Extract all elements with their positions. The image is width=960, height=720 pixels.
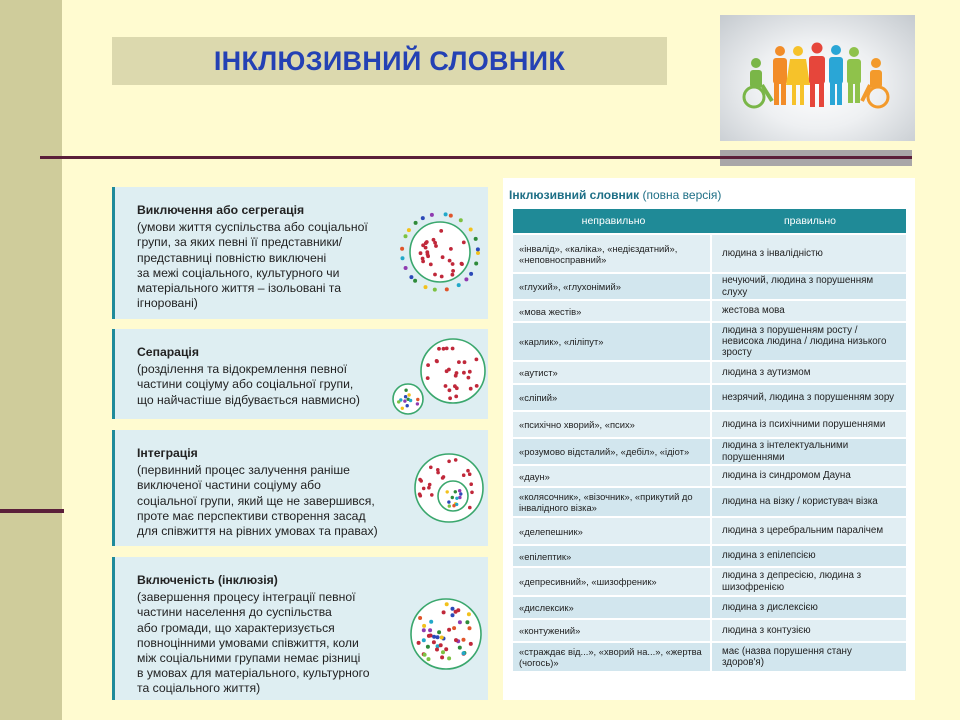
person-dot: [462, 371, 466, 375]
cell-right: жестова мова: [722, 305, 785, 317]
person-dot: [434, 244, 438, 248]
concept-term: Сепарація: [137, 345, 199, 359]
person-dot: [470, 491, 474, 495]
cell-wrong: «депресивний», «шизофреник»: [513, 568, 712, 595]
person-dot: [409, 275, 413, 279]
person-dot: [428, 483, 432, 487]
person-dot: [447, 656, 451, 660]
person-dot: [416, 402, 419, 405]
concept-card-integration: [112, 430, 488, 546]
left-accent-line: [0, 509, 64, 513]
cell-wrong: «розумово відсталий», «дебіл», «ідіот»: [513, 439, 712, 464]
person-dot: [465, 620, 469, 624]
person-dot: [462, 473, 466, 477]
person-dot: [436, 471, 440, 475]
vocabulary-table: [503, 178, 915, 700]
person-dot: [455, 371, 459, 375]
table-header: [513, 209, 906, 233]
group-circle: [411, 599, 481, 669]
person-dot: [448, 396, 452, 400]
cell-wrong: «аутист»: [513, 362, 712, 383]
person-dot: [397, 400, 400, 403]
concept-line: в умовах для матеріального, культурного: [137, 666, 370, 681]
cell-wrong: «епілептик»: [513, 546, 712, 566]
concept-line: та соціального життя): [137, 681, 261, 696]
person-dot: [427, 657, 431, 661]
person-dot: [476, 251, 480, 255]
person-dot: [476, 247, 480, 251]
person-dot: [451, 273, 455, 277]
person-dot: [468, 472, 472, 476]
person-dot: [437, 630, 441, 634]
cell-wrong: «інвалід», «каліка», «недієздатний», «неповносправний»: [513, 235, 712, 272]
concept-card-separation: [112, 329, 488, 419]
table-row: [513, 274, 906, 301]
segregation-dots-diagram: [397, 209, 483, 295]
person-dot: [440, 636, 444, 640]
person-dot: [425, 240, 429, 244]
person-dot: [474, 262, 478, 266]
person-dot: [422, 638, 426, 642]
concept-line: що найчастіше відбувається навмисно): [137, 392, 360, 407]
person-dot: [429, 620, 433, 624]
separation-dots-diagram: [391, 333, 487, 417]
person-dot: [435, 648, 439, 652]
person-dot: [419, 251, 423, 255]
person-dot: [423, 653, 427, 657]
person-dot: [416, 398, 419, 401]
concept-line: частини соціуму або соціальної групи,: [137, 377, 354, 392]
person-dot: [406, 404, 409, 407]
person-dot: [437, 347, 441, 351]
person-dot: [432, 238, 436, 242]
person-dot: [445, 602, 449, 606]
cell-right: людина з інтелектуальними порушеннями: [722, 440, 849, 463]
person-dot: [407, 228, 411, 232]
table-body: [513, 235, 906, 673]
person-dot: [424, 285, 428, 289]
cell-wrong: «мова жестів»: [513, 301, 712, 321]
person-dot: [418, 492, 422, 496]
person-dot: [404, 395, 407, 398]
person-dot: [404, 234, 408, 238]
person-dot: [446, 490, 449, 493]
person-dot: [409, 399, 412, 402]
person-dot: [459, 218, 463, 222]
person-dot: [413, 279, 417, 283]
cell-wrong: «колясочник», «візочник», «прикутий до інвалідного візка»: [513, 488, 712, 516]
cell-right: людина з депресією, людина з шизофренією: [722, 570, 862, 593]
person-dot: [474, 237, 478, 241]
cell-right: людина з інвалідністю: [722, 247, 823, 259]
person-dot: [442, 475, 446, 479]
concept-line: ігноровані): [137, 296, 198, 311]
cell-right: має (назва порушення стану здоров'я): [722, 645, 852, 668]
inclusion-dots-diagram: [409, 597, 483, 671]
concept-line: (розділення та відокремлення певної: [137, 362, 347, 377]
cell-right: людина із синдромом Дауна: [722, 470, 851, 482]
person-dot: [430, 493, 434, 497]
cell-wrong: «даун»: [513, 466, 712, 486]
table-row: [513, 439, 906, 466]
person-dot: [454, 610, 458, 614]
concept-line: за межі соціального, культурного чи: [137, 265, 340, 280]
cell-right: людина з дислексією: [722, 601, 818, 613]
person-dot: [455, 497, 458, 500]
person-dot: [439, 229, 443, 233]
person-dot: [447, 460, 451, 464]
person-dot: [439, 643, 443, 647]
person-dot: [457, 360, 461, 364]
cell-wrong: «контужений»: [513, 620, 712, 641]
person-dot: [458, 496, 461, 499]
person-dot: [418, 478, 422, 482]
person-dot: [451, 347, 455, 351]
person-dot: [469, 228, 473, 232]
concept-line: матеріального життя – ізольовані та: [137, 281, 342, 296]
col-header-right: правильно: [783, 215, 837, 227]
person-dot: [467, 376, 471, 380]
person-dot: [428, 628, 432, 632]
person-dot: [442, 610, 446, 614]
person-dot: [448, 504, 451, 507]
cell-wrong: «страждає від...», «хворий на...», «жертва (чогось)»: [513, 643, 712, 671]
person-dot: [426, 645, 430, 649]
person-dot: [426, 363, 430, 367]
person-dot: [427, 486, 431, 490]
person-dot: [458, 620, 462, 624]
concept-line: проте має перспективи створення засад: [137, 508, 366, 523]
page-title: ІНКЛЮЗИВНИЙ СЛОВНИК: [213, 45, 566, 76]
person-dot: [400, 247, 404, 251]
concept-line: групи, за яких певні її представники/: [137, 235, 343, 250]
person-dot: [426, 376, 430, 380]
concept-term: Інтеграція: [137, 446, 198, 460]
table-row: [513, 385, 906, 412]
person-dot: [401, 256, 405, 260]
table-row: [513, 301, 906, 323]
person-dot: [469, 272, 473, 276]
person-dot: [407, 393, 410, 396]
person-dot: [404, 266, 408, 270]
person-dot: [448, 259, 452, 263]
concept-line: (умови життя суспільства або соціальної: [137, 220, 368, 235]
cell-right: людина на візку / користувач візка: [722, 496, 878, 508]
person-dot: [442, 347, 446, 351]
table-title-rest: (повна версія): [639, 188, 722, 202]
cell-right: людина з аутизмом: [722, 366, 811, 378]
person-dot: [451, 269, 455, 273]
person-dot: [451, 607, 455, 611]
table-row: [513, 412, 906, 439]
person-dot: [418, 616, 422, 620]
table-row: [513, 620, 906, 643]
person-dot: [430, 213, 434, 217]
person-dot: [453, 384, 457, 388]
person-dot: [469, 387, 473, 391]
person-dot: [459, 492, 462, 495]
person-dot: [475, 384, 479, 388]
person-dot: [463, 360, 467, 364]
cell-right: людина з церебральним паралічем: [722, 525, 884, 537]
person-dot: [445, 287, 449, 291]
table-row: [513, 362, 906, 385]
person-dot: [457, 283, 461, 287]
person-dot: [440, 275, 444, 279]
people-icon: [720, 15, 915, 141]
table-title: [509, 188, 721, 202]
person-dot: [449, 214, 453, 218]
person-dot: [451, 613, 455, 617]
cell-wrong: «делепешник»: [513, 518, 712, 544]
person-dot: [440, 655, 444, 659]
person-dot: [429, 466, 433, 470]
integration-dots-diagram: [413, 452, 485, 524]
cell-wrong: «дислексик»: [513, 597, 712, 618]
person-dot: [451, 496, 454, 499]
concept-line: або громади, що характеризується: [137, 620, 335, 635]
person-dot: [444, 384, 448, 388]
people-illustration: [720, 15, 915, 141]
person-dot: [426, 252, 430, 256]
person-dot: [441, 255, 445, 259]
concept-line: представниці повністю виключені: [137, 250, 327, 265]
person-dot: [454, 458, 458, 462]
concept-line: для співжиття на рівних умовах та правах): [137, 524, 378, 539]
person-dot: [469, 482, 473, 486]
cell-right: людина із психічними порушеннями: [722, 418, 886, 430]
cell-wrong: «психічно хворий», «псих»: [513, 412, 712, 437]
concept-card-inclusion: [112, 557, 488, 700]
concept-term: Включеність (інклюзія): [137, 573, 278, 587]
table-row: [513, 597, 906, 620]
concept-line: частини населення до суспільства: [137, 605, 332, 620]
person-dot: [435, 359, 439, 363]
person-dot: [448, 388, 452, 392]
cell-wrong: «глухий», «глухонімий»: [513, 274, 712, 299]
person-dot: [424, 246, 428, 250]
person-dot: [432, 640, 436, 644]
concept-line: виключеної частини соціуму або: [137, 478, 321, 493]
table-row: [513, 488, 906, 518]
person-dot: [469, 642, 473, 646]
person-dot: [452, 504, 455, 507]
person-dot: [458, 646, 462, 650]
person-dot: [468, 506, 472, 510]
person-dot: [458, 489, 461, 492]
table-row: [513, 568, 906, 597]
cell-right: людина з епілепсією: [722, 550, 816, 562]
concept-term: Виключення або сегрегація: [137, 203, 305, 217]
person-dot: [444, 647, 448, 651]
cell-right: незрячий, людина з порушенням зору: [722, 391, 895, 403]
person-dot: [451, 262, 455, 266]
person-dot: [462, 241, 466, 245]
person-dot: [462, 651, 466, 655]
person-dot: [454, 395, 458, 399]
table-title-bold: Інклюзивний словник: [509, 188, 640, 202]
concept-line: (завершення процесу інтеграції певної: [137, 590, 356, 605]
cell-right: нечуючий, людина з порушенням слуху: [722, 275, 874, 298]
cell-wrong: «карлик», «ліліпут»: [513, 323, 712, 360]
person-dot: [449, 247, 453, 251]
person-dot: [467, 612, 471, 616]
person-dot: [429, 263, 433, 267]
person-dot: [462, 638, 466, 642]
person-dot: [454, 638, 458, 642]
person-dot: [444, 212, 448, 216]
table-row: [513, 518, 906, 546]
person-dot: [421, 216, 425, 220]
left-decor-strip: [0, 0, 62, 720]
person-dot: [433, 273, 437, 277]
person-dot: [422, 628, 426, 632]
person-dot: [475, 358, 479, 362]
person-dot: [421, 260, 425, 264]
table-row: [513, 643, 906, 673]
table-row: [513, 235, 906, 274]
person-dot: [452, 626, 456, 630]
header-divider: [40, 156, 912, 159]
col-header-wrong: неправильно: [581, 215, 646, 227]
person-dot: [432, 635, 436, 639]
cell-right: людина з контузією: [722, 624, 811, 636]
concept-line: (первинний процес залучення раніше: [137, 463, 350, 478]
title-banner: [112, 37, 667, 85]
person-dot: [468, 370, 472, 374]
table-row: [513, 323, 906, 362]
person-dot: [427, 634, 431, 638]
concept-card-segregation: [112, 187, 488, 319]
cell-right: людина з порушенням росту / невисока людина / людина низького зросту: [722, 324, 887, 359]
person-dot: [466, 469, 470, 473]
person-dot: [447, 500, 450, 503]
person-dot: [403, 399, 406, 402]
concept-line: повноцінними умовами співжиття, коли: [137, 635, 359, 650]
person-dot: [464, 277, 468, 281]
person-dot: [436, 635, 440, 639]
concept-line: між соціальними групами немає різниці: [137, 651, 361, 666]
table-row: [513, 466, 906, 488]
person-dot: [404, 389, 407, 392]
person-dot: [460, 262, 464, 266]
person-dot: [445, 347, 449, 351]
person-dot: [447, 628, 451, 632]
person-dot: [445, 369, 449, 373]
person-dot: [422, 487, 426, 491]
person-dot: [414, 221, 418, 225]
person-dot: [422, 624, 426, 628]
person-dot: [433, 288, 437, 292]
person-dot: [441, 650, 445, 654]
cell-wrong: «сліпий»: [513, 385, 712, 410]
concept-line: соціальної групи, який ще не завершився,: [137, 493, 375, 508]
person-dot: [454, 490, 457, 493]
person-dot: [468, 626, 472, 630]
person-dot: [401, 407, 404, 410]
person-dot: [417, 641, 421, 645]
table-row: [513, 546, 906, 568]
